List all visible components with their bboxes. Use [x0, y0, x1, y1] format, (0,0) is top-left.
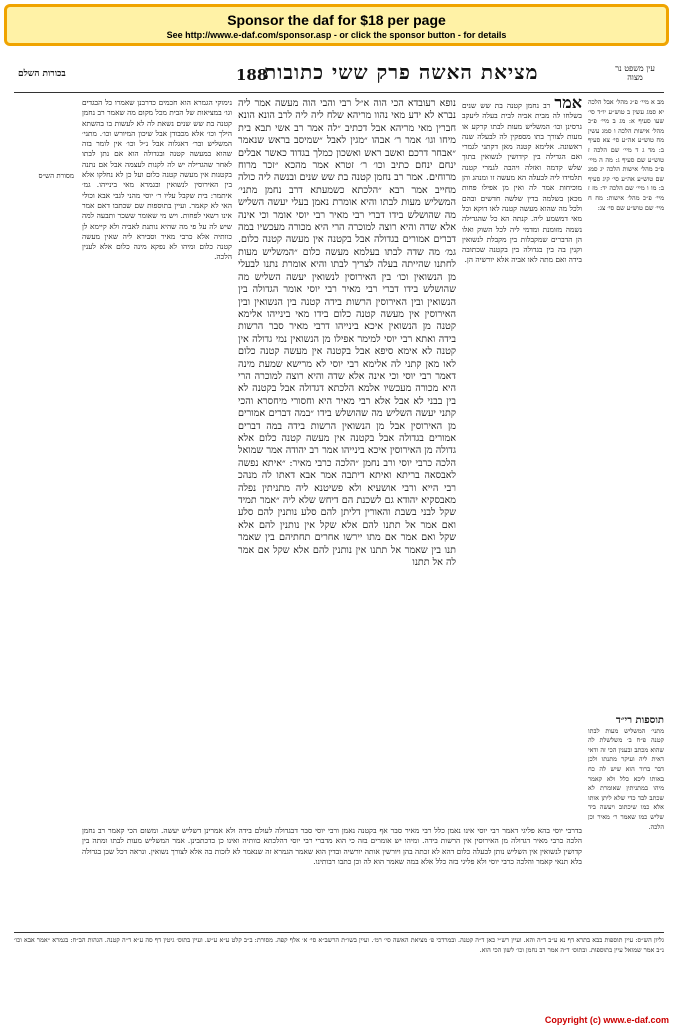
tosafot-rid-label: תוספות רי״ד: [615, 716, 664, 726]
tosafot-rid-column: [588, 716, 664, 956]
bottom-commentary: [82, 826, 582, 928]
page-header: [14, 60, 664, 90]
rashi-catchword: אמר: [554, 98, 582, 112]
rashi-column: [462, 98, 582, 678]
sponsor-subtitle[interactable]: See http://www.e-daf.com/sponsor.asp - or click the sponsor button - for details: [166, 30, 507, 40]
bottom-commentary-text: בדרבי יוסי בהא פליגי דאמר רבי יוסי אינו נאמן כלל רבי מאיר סבר אף בקטנה נאמן ורבי יוסי סבר דבגדולה לעולם בידה ולא אמרינן דשליש יעשה. ומשום הכי קאמר רב נחמן הלכה כרבי מאיר דגדולה מן האירוסין אין הרשות בידה. ומיהו יש אומרים בזה כי הוא מדברי רבי יוסי דהלכתא כוותיה ואינו כן כדכתבינן. אמר המשליש מעות לבתו ומתה בין קדושין לנשואין אין השליש נותן לבעלה כלום דהא לא זכתה בהן ויורשין אותה יורשיה ובדין הוא שאמר הגמרא זה שנאמר לא לזכות בה אלא לצורך נשואין. ונראה דכל שכן בגדולה בלא תנאי קאמר והלכה כרבי יוסי ולא פליגי בזה כלל אלא במה שאמר הוא לה וכן כתבו רבותינו.: [82, 826, 582, 866]
gemara-column: [238, 98, 456, 820]
tosafot-column: [82, 98, 232, 820]
copyright-notice: Copyright (c) www.e-daf.com: [544, 1015, 669, 1025]
gemara-text: נופא רעובדא הכי הוה א״ל רבי והבי הוה מעשה אמר ליה נברא לא ידע מאי נהוו מריהא שלח ליה ליה לרב הונא הונא חברין מאי מריהא אבל דכתיב ״לה אמר רב אשי תבא בית מיחו וגו׳ אמר ר׳ אבהו ״מגין לאבל ״שמיסב בראש שנאמר ״אבחר דרכם ואשב ראש ואשכון כמלך בגדוד כאשר אבלים ינחם ינחם כתיב וכו׳ ר׳ זטרא אמר מהכא ״זכר מרוח מרוחים. אמר רב נחמן קטנה בת שש שנים ובנשה ליה כולה מחייב אמר רבא ״הלכתא כשמעתא דרב נחמן מתני׳ המשליש מעות לבתו והיא אומרת נאמן בעלי יעשה השליש מה שהושלש בידו דברי רבי מאיר רבי יוסי אומר וכי אינה אלא שדה והיא רוצה למוכרה הרי היא מכורה מעכשיו במה דברים אמורים בגדולה אבל בקטנה אין מעשה קטנה כלום. גמ׳ מה שדה לבתו בעלמא מעשה כלום ״המשליש מעות לחתנו שהייתה בעלה לצריך לבתו והיא אומרת נתנו לבעלי מן הנשואין וכו׳ בין האירוסין לנשואין יעשה השליש מה שהושלש בידו דברי רבי מאיר רבי יוסי אומר הגדולה בין הנשואין ובין האירוסין הרשות בידה קטנה בין הנשואין ובין האירוסין אין מעשה קטנה כלום בידו מאי בינייהו אלימא קטנה מן הנשואין איכא בינייהו דרבי מאיר סבר הרשות בידה ואתא רבי יוסי למימר אפילו מן הנשואין נמי גדולה אין קטנה לא אימא סיפא אבל בקטנה אין מעשה קטנה כלום לאו מאן קתני לה אלימא רבי יוסי לא מרישא שמעת מינה דאמר רבי יוסי וכי אינה אלא שדה והיא רוצה למוכרה הרי היא מכורה מעכשיו אלמא הלכתא דגדולה אבל בקטנה לא בין בבני לא אבל אלא רבי מאיר היא וחסורי מיחסרא והכי קתני יעשה השליש מה שהושלש בידו ״במה דברים אמורים מן האירוסין אבל מן הנשואין הרשות בידה במה דברים אמורים בגדולה אבל בקטנה אין מעשה קטנה כלום אלא גדולה מן האירוסין איכא בינייהו אמר רב יהודה אמר שמואל הלכה כרבי יוסי ורב נחמן ״הלכה כרבי מאיר: ״איתא נפשה לאבסאה בריתא ואיתא דיתבה אמר אבא דאתו לה מנהכ רבי הייא ורבי אושעיא ולא פשיטנא ליה מתניתין נפלה מאבסקיא יהודא גם לשכנת הם דיחש שלא ליה ״אמר תמיד שקל לבני בשבת והאורין דליתן להם סלע נותנין להם סלע ואם אמר אל תתנו להם אלא שקל אין נותנין להם אלא שקל ואם אמר אם מתו יירשו אחרים תחתיהם בין שאמר תנו בין שאמר אל תתנו אין נותנין להם אלא שקל אם אמר לה אל תתנו: [238, 98, 456, 569]
ein-mishpat-label: עין משפט נר מצוה: [615, 64, 655, 82]
ein-mishpat-text: מב א מיי׳ פ״ג מהל׳ אבל הלכה יא סמג עשין ב טוש״ע יו״ד סי׳ שעו סעיף א: מג ב מיי׳ פ״כ מהל׳ אישות הלכה ו סמג עשין מח טוש״ע אה״ע סי׳ צא סעיף ב: מד ג ד מיי׳ שם הלכה ז טוש״ע שם סעיף ג: מה ה מיי׳ פ״כ מהל׳ אישות הלכה יג סמג שם טוש״ע אה״ע סי׳ קיג סעיף ב: מו ו מיי׳ שם הלכה יד: מז ז מיי׳ פ״כ מהל׳ אישות: מח ח מיי׳ שם טוש״ע שם סי׳ צג:: [588, 98, 664, 212]
rashi-text: רב נחמן קטנה בת שש שנים בשלחו לה מבית אביה לבית בעלה ליעקב גרסינן וכו׳ המשליש מעות לבתו קרקע או מעות לצורך בתו מספקין לה לבעלה שנה ראשונה. אלימא קטנה מאן דקתני לגמרי ואם הגדילה בין קידושין לנשואין בתוך שלש קדמה ואזלה ויהבה לגמרי קטנה תלמידו ליה לבעלה הא מעשה זו ומנהג והן מוכיחות אמר לה ואין מן אפילו פחות מכאן בשלמה בדין שלשה חדשים ובהם ולכל מה שהוא מעשה קטנה לאו דוקא וכל מאי דמשמע ליה. קנתה הא כל שהגדילה נשמה מזומנת ומדמי ליה לכל השוק ואלו הן הדברים שמקבלות בין מקבלת לנשואין וקנין בה בין בגדולה בין בקטנה שכתובה בידה ואם מתה לאו אביה אלא יורשיה הן.: [462, 101, 582, 265]
masoret-label: בכורות השלם: [18, 69, 66, 79]
ein-mishpat-column: [588, 98, 664, 708]
footnotes-text: גליון הש״ס: עיין תוספות בבא בתרא דף נא ע״ב ד״ה והא. ועיין רש״י כאן ד״ה קטנה. ובמרדכי פ׳ מציאת האשה סי׳ רמ׳. ועיין בשו״ת הרשב״א סי׳ א׳ אלף קפה. מסורת: ב״ב קלט ע״א ע״ש. ועיין בתוס׳ גיטין דף סה ע״א ד״ה קטנה. הגהות הב״ח: בגמרא ״אמר אבא וכו׳ נ״ב אמר שמואל עיין בתוספות. ובתוס׳ ד״ה אמר רב נחמן וכו׳ לשון הכי הוא.: [14, 936, 664, 954]
page-number: 188: [236, 66, 268, 84]
talmud-page: [14, 52, 664, 1012]
sponsor-banner[interactable]: [4, 4, 669, 46]
masoret-note-text: מסורת הש״ס: [38, 172, 74, 180]
chapter-title: מציאת האשה פרק ששי כתובות: [264, 60, 539, 84]
header-rule: [14, 92, 664, 93]
footnote-rule: [14, 932, 664, 933]
tosafot-rid-text: מתני׳ המשליש מעות לבתו קטנה פ״ח ב׳ משלשלת לה שהוא מכתב ובענין הכי זה ודאי דאית ליה ועיקר מתנתו ולכן דבר ברור הוא שיש לה כח באותו ליכא כלל ולא קאמר מיהו במתניתין שאומרת לא שכתב לבד כדי שלא ליתן אותו אלא כמו שיכתוב ויעשה ביד שליש כמו שאמר ר׳ מאיר וכן הלכה.: [588, 726, 664, 831]
masoret-hashas-notes: [14, 172, 74, 181]
tosafot-text: נימוקי הגמרא הוא חכמים כדרבנן שאמרו כל הבגדים וגו׳ במציאות של הבית מכל מקום מה שאמר רב נחמן קטנה בת שש שנים נשאת לה לא לעשות בו בהשתא הילך וכו׳ אלא מכבודן אבל שיכון המיורש וכו׳. מתני׳ המשליש ובר׳ דאגלוה אבל נ״ל וכו׳ אין לומר בזה שהוא במעשה קטנה ובגדולה הוא אם נתן לבתו לאחר שהגדילה יש לה לקנות לעצמה אבל אם נתנה בקטנות אין מעשה קטנה כלום ועל כן לא נחלקו אלא בין האירוסין לנשואין ובגמרא מאי בינייהו. גמ׳ איתמר: בית שקבל עליו ר׳ יוסי מהני לגבי אבא וכולי האי לא קאמר. ועיין בתוספות שם שכתבו דאם אמר אינו רשאי לפחות. ויש מי שאומר ששכר ותבעה למה שיש לה על פי מה שהיא נותנת לאביה ולא קיימא לן כוותיה אלא כרבי מאיר וסבירא ליה שאין מעשה קטנה כלום ומיהו לא נפקא מינה כלום אלא לענין הלכה.: [82, 98, 232, 262]
sponsor-title[interactable]: Sponsor the daf for $18 per page: [227, 12, 446, 28]
footnotes: [14, 936, 664, 1010]
